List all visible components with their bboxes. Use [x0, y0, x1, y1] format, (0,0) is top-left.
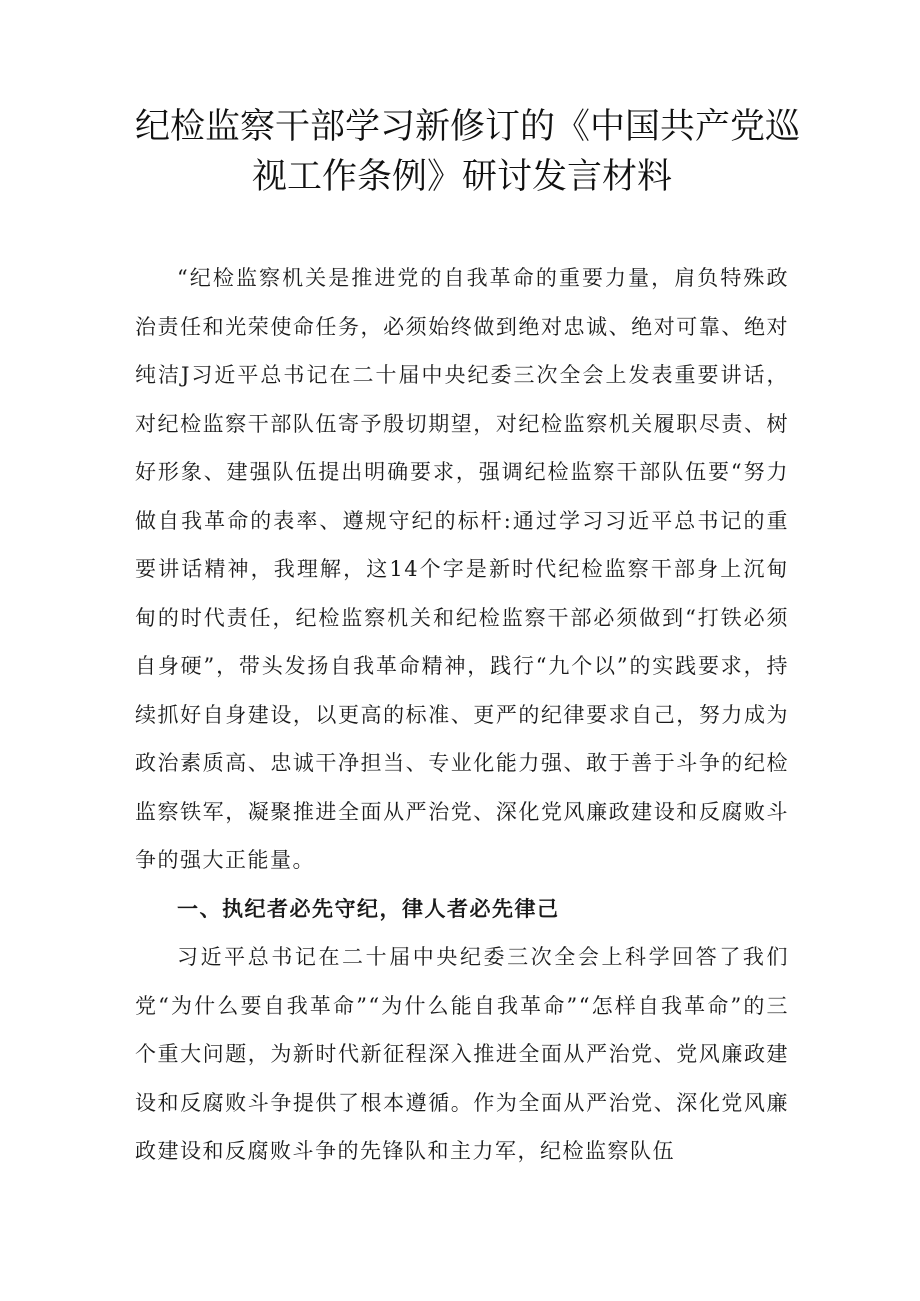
document-body: [135, 254, 789, 1176]
paragraph-section-1: 习近平总书记在二十届中央纪委三次全会上科学回答了我们党“为什么要自我革命”“为什么能自我革命”“怎样自我革命”的三个重大问题，为新时代新征程深入推进全面从严治党、党风廉政建设和反腐败斗争提供了根本遵循。作为全面从严治党、深化党风廉政建设和反腐败斗争的先锋队和主力军，纪检监察队伍: [135, 945, 789, 1163]
paragraph-intro: “纪检监察机关是推进党的自我革命的重要力量，肩负特殊政治责任和光荣使命任务，必须始终做到绝对忠诚、绝对可靠、绝对纯洁J习近平总书记在二十届中央纪委三次全会上发表重要讲话，对纪检监察干部队伍寄予殷切期望，对纪检监察机关履职尽责、树好形象、建强队伍提出明确要求，强调纪检监察干部队伍要“努力做自我革命的表率、遵规守纪的标杆:通过学习习近平总书记的重要讲话精神，我理解，这14个字是新时代纪检监察干部身上沉甸甸的时代责任，纪检监察机关和纪检监察干部必须做到“打铁必须自身硬”，带头发扬自我革命精神，践行“九个以”的实践要求，持续抓好自身建设，以更高的标准、更严的纪律要求自己，努力成为政治素质高、忠诚干净担当、专业化能力强、敢于善于斗争的纪检监察铁军，凝聚推进全面从严治党、深化党风廉政建设和反腐败斗争的强大正能量。: [135, 266, 789, 872]
document-title: [135, 102, 801, 202]
section-heading-1: 一、执纪者必先守纪，律人者必先律己: [177, 896, 560, 921]
title-line-1: 纪检监察干部学习新修订的《中国共产党巡: [135, 107, 801, 147]
title-line-2: 视工作条例》研讨发言材料: [251, 157, 672, 197]
